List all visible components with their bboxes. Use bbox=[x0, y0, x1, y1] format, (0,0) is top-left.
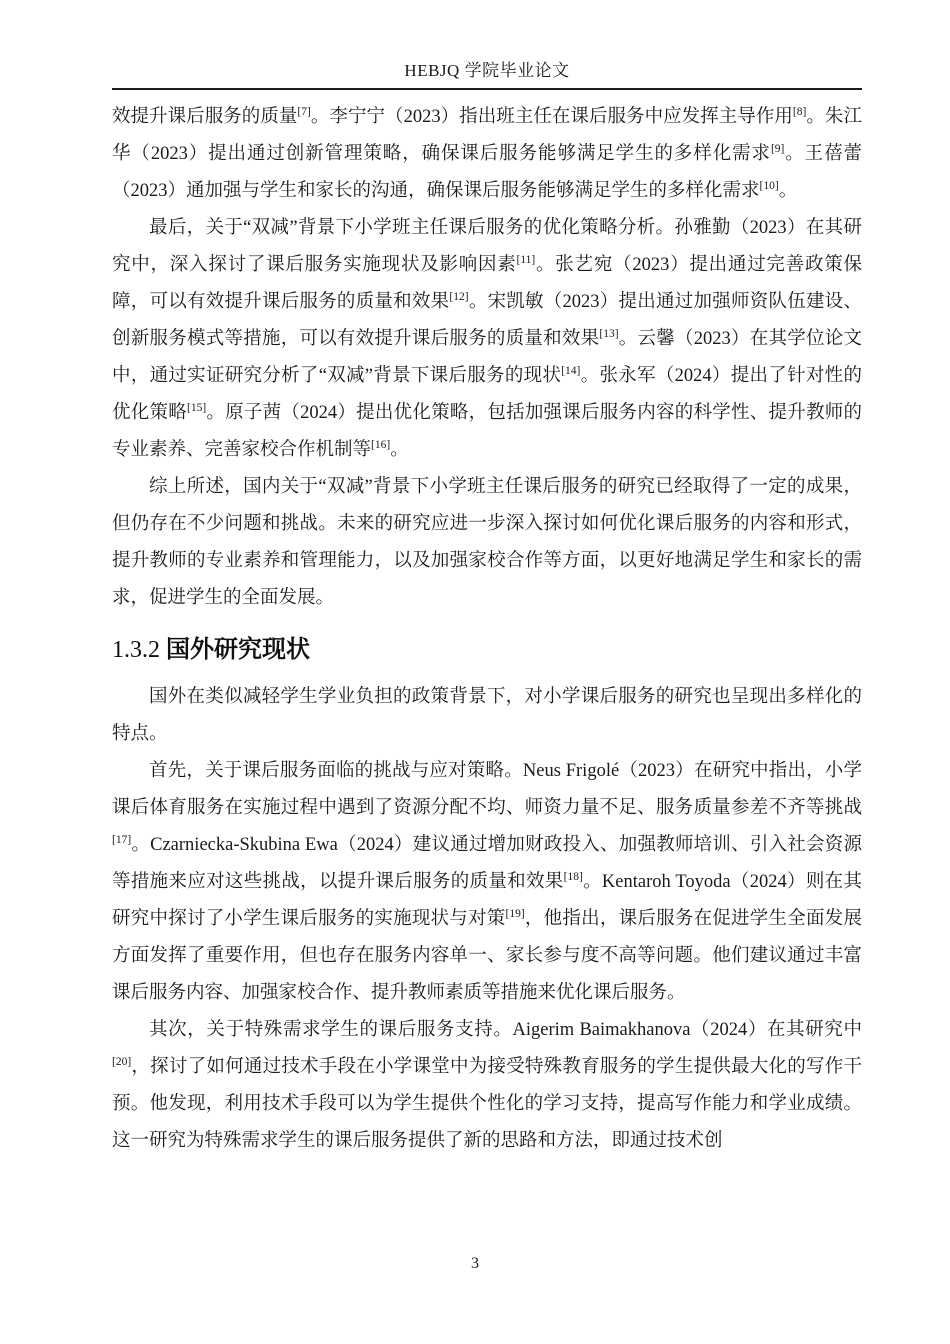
text-run: 。 bbox=[778, 181, 798, 201]
text-run: 。 bbox=[390, 440, 409, 460]
page-header bbox=[112, 58, 862, 98]
text-run: 。宋凯敏（2023）提出通过加强师资队伍建设、创新服务模式等措施，可以有效提升课后服务的质量和效果 bbox=[112, 292, 862, 349]
page-number: 3 bbox=[471, 1255, 479, 1272]
paragraph bbox=[112, 679, 862, 753]
citation-ref: [14] bbox=[561, 364, 581, 377]
text-run: 。Czarniecka-Skubina Ewa（2024）建议通过增加财政投入、加强教师培训、引入社会资源等措施来应对这些挑战，以提升课后服务的质量和效果 bbox=[112, 835, 862, 892]
section-heading bbox=[112, 633, 862, 667]
text-run: 。朱江华（2023）提出通过创新管理策略，确保课后服务能够满足学生的多样化需求 bbox=[112, 107, 862, 164]
citation-ref: [11] bbox=[516, 253, 536, 266]
citation-ref: [13] bbox=[599, 327, 619, 340]
citation-ref: [10] bbox=[759, 179, 779, 192]
text-run: ，他指出，课后服务在促进学生全面发展方面发挥了重要作用，但也存在服务内容单一、家长参与度不高等问题。他们建议通过丰富课后服务内容、加强家校合作、提升教师素质等措施来优化课后服务。 bbox=[112, 909, 862, 1003]
citation-ref: [17] bbox=[112, 833, 132, 846]
header-rule bbox=[112, 88, 862, 90]
citation-ref: [19] bbox=[505, 907, 525, 920]
text-run: 综上所述，国内关于“双减”背景下小学班主任课后服务的研究已经取得了一定的成果，但仍存在不少问题和挑战。未来的研究应进一步深入探讨如何优化课后服务的内容和形式，提升教师的专业素养和管理能力，以及加强家校合作等方面，以更好地满足学生和家长的需求，促进学生的全面发展。 bbox=[112, 477, 862, 608]
citation-ref: [7] bbox=[297, 105, 311, 118]
citation-ref: [16] bbox=[371, 438, 391, 451]
citation-ref: [20] bbox=[112, 1055, 132, 1068]
citation-ref: [15] bbox=[186, 401, 207, 414]
text-run: 。张艺宛（2023）提出通过完善政策保障，可以有效提升课后服务的质量和效果 bbox=[112, 255, 862, 312]
text-run: 国外在类似减轻学生学业负担的政策背景下，对小学课后服务的研究也呈现出多样化的特点。 bbox=[112, 687, 862, 744]
text-run: 。张永军（2024）提出了针对性的优化策略 bbox=[112, 366, 862, 423]
paragraph bbox=[112, 469, 862, 617]
header-title: HEBJQ 学院毕业论文 bbox=[404, 61, 570, 80]
paragraph bbox=[112, 210, 862, 469]
text-run: 。王蓓蕾（2023）通加强与学生和家长的沟通，确保课后服务能够满足学生的多样化需求 bbox=[112, 144, 862, 201]
citation-ref: [9] bbox=[770, 142, 785, 155]
page-footer bbox=[0, 1252, 950, 1276]
text-run: 最后，关于“双减”背景下小学班主任课后服务的优化策略分析。孙雅勤（2023）在其研究中，深入探讨了课后服务实施现状及影响因素 bbox=[112, 218, 862, 275]
citation-ref: [12] bbox=[449, 290, 469, 303]
text-run: 效提升课后服务的质量 bbox=[112, 107, 298, 127]
section-title: 国外研究现状 bbox=[166, 636, 310, 663]
text-run: 。Kentaroh Toyoda（2024）则在其研究中探讨了小学生课后服务的实施现状与对策 bbox=[112, 872, 862, 929]
section-number: 1.3.2 bbox=[112, 637, 166, 663]
citation-ref: [8] bbox=[792, 105, 807, 118]
text-run: 首先，关于课后服务面临的挑战与应对策略。Neus Frigolé（2023）在研究中指出，小学课后体育服务在实施过程中遇到了资源分配不均、师资力量不足、服务质量参差不齐等挑战 bbox=[112, 761, 862, 818]
paragraph bbox=[112, 753, 862, 1012]
document-body bbox=[112, 99, 862, 1160]
text-run: 其次，关于特殊需求学生的课后服务支持。Aigerim Baimakhanova（2024）在其研究中 bbox=[149, 1020, 862, 1040]
citation-ref: [18] bbox=[563, 870, 583, 883]
text-run: ，探讨了如何通过技术手段在小学课堂中为接受特殊教育服务的学生提供最大化的写作干预。他发现，利用技术手段可以为学生提供个性化的学习支持，提高写作能力和学业成绩。这一研究为特殊需求学生的课后服务提供了新的思路和方法，即通过技术创 bbox=[112, 1057, 862, 1151]
text-run: 。李宁宁（2023）指出班主任在课后服务中应发挥主导作用 bbox=[310, 107, 793, 127]
text-run: 。云馨（2023）在其学位论文中，通过实证研究分析了“双减”背景下课后服务的现状 bbox=[112, 329, 862, 386]
paragraph bbox=[112, 99, 862, 210]
text-run: 。原子茜（2024）提出优化策略，包括加强课后服务内容的科学性、提升教师的专业素养、完善家校合作机制等 bbox=[112, 403, 862, 460]
paragraph bbox=[112, 1012, 862, 1160]
